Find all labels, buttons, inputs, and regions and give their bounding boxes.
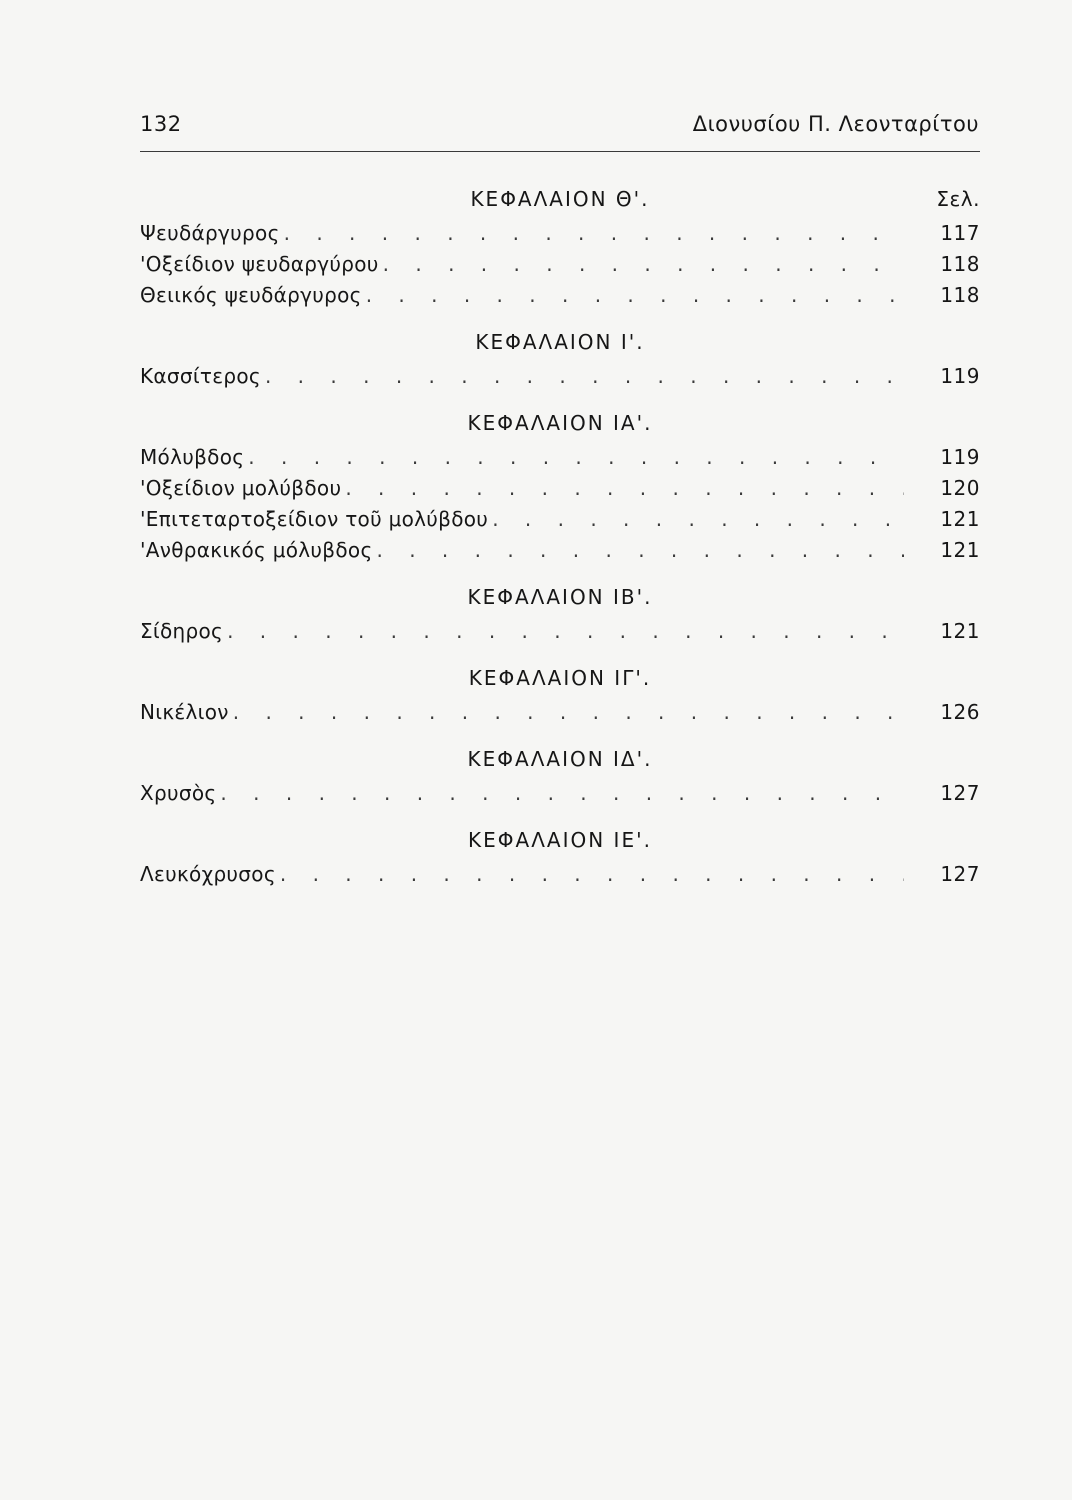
toc-entry-page: 119 — [940, 364, 980, 388]
chapter-heading — [140, 659, 980, 697]
dot-leader — [229, 697, 904, 728]
toc-entry — [140, 504, 980, 535]
pages-column-label: Σελ. — [936, 187, 980, 211]
toc-entry-page: 117 — [940, 221, 980, 245]
toc-entry-title: Λευκόχρυσος — [140, 862, 276, 886]
chapter-heading — [140, 404, 980, 442]
dot-leader — [341, 473, 904, 504]
chapter-section — [140, 659, 980, 728]
toc-entry-page: 127 — [940, 781, 980, 805]
chapter-heading-text: ΚΕΦΑΛΑΙΟΝ ΙΓ'. — [468, 666, 652, 690]
toc-entry-title: Σίδηρος — [140, 619, 224, 643]
header-rule — [140, 151, 980, 152]
toc-entry-title: Θειικός ψευδάργυρος — [140, 283, 362, 307]
chapter-heading-text: ΚΕΦΑΛΑΙΟΝ ΙΑ'. — [467, 411, 653, 435]
chapter-heading-text: ΚΕΦΑΛΑΙΟΝ ΙΒ'. — [467, 585, 653, 609]
dot-leader — [223, 616, 904, 647]
toc-entry-page: 126 — [940, 700, 980, 724]
chapter-heading — [140, 740, 980, 778]
toc-entry-page: 118 — [940, 283, 980, 307]
dot-leader — [372, 535, 904, 566]
toc-entry-page: 120 — [940, 476, 980, 500]
toc-entry-title: Χρυσὸς — [140, 781, 217, 805]
toc-entry — [140, 218, 980, 249]
chapter-heading — [140, 180, 980, 218]
chapter-heading-text: ΚΕΦΑΛΑΙΟΝ Θ'. — [470, 187, 650, 211]
toc-entry-title: 'Επιτεταρτοξείδιον τοῦ μολύβδου — [140, 507, 489, 531]
chapter-heading-text: ΚΕΦΑΛΑΙΟΝ ΙΕ'. — [468, 828, 652, 852]
table-of-contents — [140, 180, 980, 890]
toc-entry — [140, 697, 980, 728]
chapter-heading — [140, 821, 980, 859]
chapter-section — [140, 404, 980, 566]
toc-entry-page: 121 — [940, 538, 980, 562]
toc-entry — [140, 442, 980, 473]
running-head: Διονυσίου Π. Λεονταρίτου — [692, 112, 979, 136]
toc-entry-page: 119 — [940, 445, 980, 469]
toc-entry-page: 118 — [940, 252, 980, 276]
toc-entry-title: 'Οξείδιον ψευδαργύρου — [140, 252, 379, 276]
chapter-section — [140, 740, 980, 809]
dot-leader — [276, 859, 904, 890]
toc-entry — [140, 280, 980, 311]
toc-entry — [140, 361, 980, 392]
dot-leader — [379, 249, 904, 280]
toc-entry — [140, 249, 980, 280]
page-number: 132 — [140, 112, 182, 136]
toc-entry-page: 121 — [940, 507, 980, 531]
dot-leader — [216, 778, 904, 809]
toc-entry-page: 127 — [940, 862, 980, 886]
toc-entry — [140, 535, 980, 566]
chapter-section — [140, 323, 980, 392]
dot-leader — [244, 442, 904, 473]
chapter-heading — [140, 578, 980, 616]
toc-entry-title: Κασσίτερος — [140, 364, 261, 388]
dot-leader — [362, 280, 904, 311]
toc-entry — [140, 616, 980, 647]
toc-entry-title: 'Οξείδιον μολύβδου — [140, 476, 342, 500]
chapter-heading-text: ΚΕΦΑΛΑΙΟΝ ΙΔ'. — [467, 747, 653, 771]
toc-entry-title: Νικέλιον — [140, 700, 229, 724]
chapter-section — [140, 180, 980, 311]
toc-entry — [140, 473, 980, 504]
chapter-section — [140, 821, 980, 890]
chapter-heading — [140, 323, 980, 361]
dot-leader — [488, 504, 904, 535]
toc-entry-title: Μόλυβδος — [140, 445, 245, 469]
toc-entry-title: Ψευδάργυρος — [140, 221, 280, 245]
toc-entry-page: 121 — [940, 619, 980, 643]
toc-entry — [140, 859, 980, 890]
toc-entry-title: 'Ανθρακικός μόλυβδος — [140, 538, 373, 562]
chapter-section — [140, 578, 980, 647]
dot-leader — [261, 361, 904, 392]
toc-entry — [140, 778, 980, 809]
dot-leader — [280, 218, 904, 249]
chapter-heading-text: ΚΕΦΑΛΑΙΟΝ Ι'. — [475, 330, 645, 354]
